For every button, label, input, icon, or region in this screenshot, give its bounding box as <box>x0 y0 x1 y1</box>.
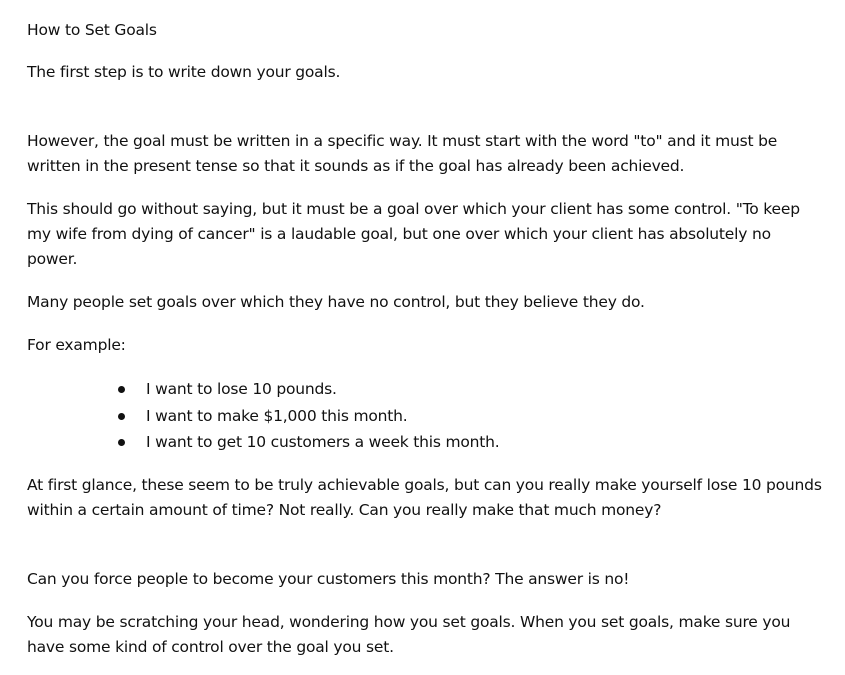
bullet-icon <box>118 439 125 446</box>
paragraph-specific-way <box>27 129 817 179</box>
paragraph-line: within a certain amount of time? Not really. Can you really make that much money? <box>27 500 662 519</box>
paragraph-scratching-head <box>27 610 817 660</box>
list-item <box>27 376 817 403</box>
bullet-icon <box>118 413 125 420</box>
paragraph-first-glance <box>27 473 822 523</box>
document-title: How to Set Goals <box>27 21 157 39</box>
paragraph-line: power. <box>27 250 78 268</box>
example-bullet-list <box>27 376 817 456</box>
paragraph-line: have some kind of control over the goal you set. <box>27 637 394 656</box>
paragraph-no-control: Many people set goals over which they have no control, but they believe they do. <box>27 293 645 311</box>
paragraph-line: written in the present tense so that it sounds as if the goal has already been achieved. <box>27 157 685 175</box>
paragraph-first-step: The first step is to write down your goals. <box>27 63 341 81</box>
document-body <box>27 18 822 660</box>
list-item <box>27 429 817 456</box>
paragraph-line: my wife from dying of cancer" is a laudable goal, but one over which your client has absolutely no <box>27 225 771 243</box>
list-item-text: I want to get 10 customers a week this month. <box>146 433 500 451</box>
paragraph-control <box>27 197 817 272</box>
paragraph-for-example: For example: <box>27 336 126 354</box>
paragraph-line: However, the goal must be written in a specific way. It must start with the word "to" and it must be <box>27 132 778 150</box>
list-item-text: I want to lose 10 pounds. <box>146 380 337 398</box>
paragraph-line: You may be scratching your head, wondering how you set goals. When you set goals, make sure you <box>27 612 791 631</box>
list-item-text: I want to make $1,000 this month. <box>146 406 408 425</box>
paragraph-line: At first glance, these seem to be truly achievable goals, but can you really make yourself lose 10 pounds <box>27 475 822 494</box>
paragraph-line: This should go without saying, but it must be a goal over which your client has some control. "To keep <box>27 200 800 218</box>
paragraph-force-people: Can you force people to become your customers this month? The answer is no! <box>27 569 630 588</box>
list-item <box>27 403 817 430</box>
bullet-icon <box>118 386 125 393</box>
